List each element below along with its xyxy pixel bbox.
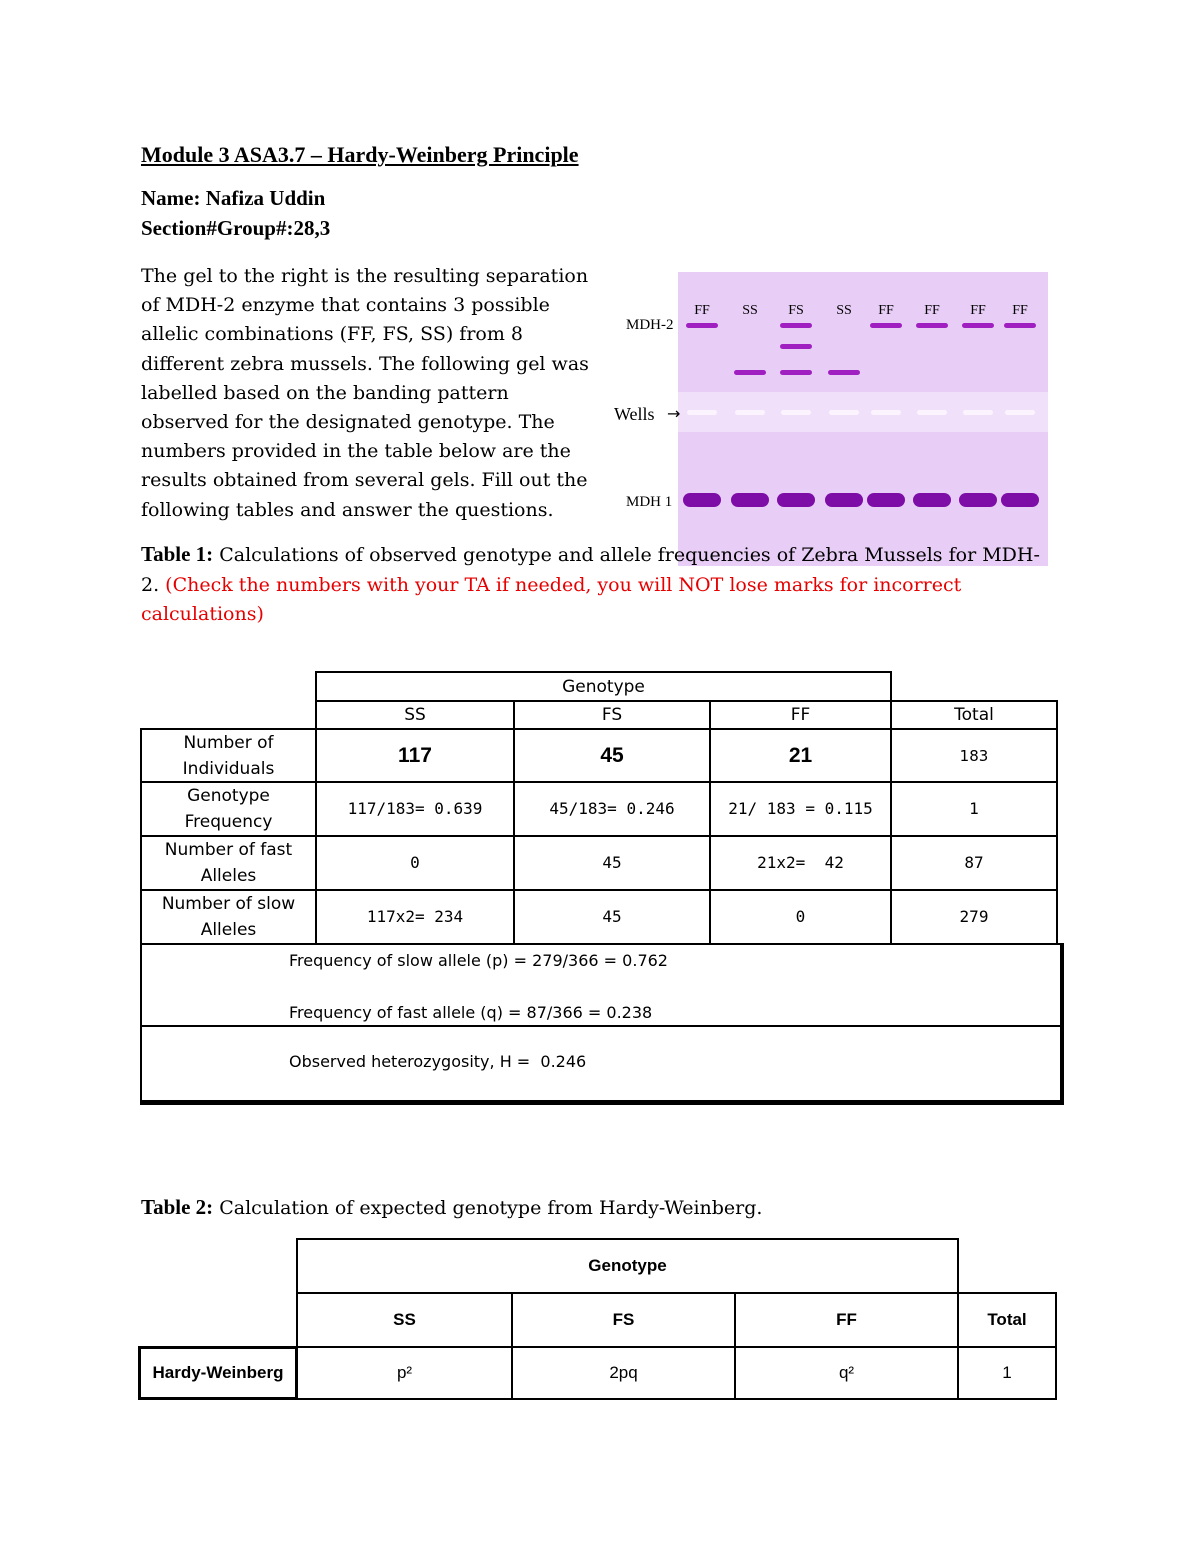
mdh1-band — [777, 493, 815, 507]
lane-label: FF — [694, 303, 710, 318]
lane-label: FF — [970, 303, 986, 318]
table1-cell: 117 — [315, 728, 515, 783]
table1-cell: 45/183= 0.246 — [513, 781, 711, 837]
table1-cell: 0 — [709, 889, 892, 945]
lane-label: FF — [878, 303, 894, 318]
intro-paragraph: The gel to the right is the resulting separation of MDH-2 enzyme that contains 3 possible allelic combinations (FF, FS, SS) from 8 different zebra mussels. The following gel was labelled based on the banding pattern observed for the designated genotype. The numbers provided in the table below are the results obtained from several gels. Fill out the following tables and answer the questions. — [141, 265, 589, 521]
mdh2-hetero-band — [780, 344, 812, 349]
table1-caption-bold: Table 1: — [141, 542, 214, 566]
table2-cell: 1 — [957, 1346, 1057, 1400]
wells-arrow-icon: → — [667, 404, 681, 423]
allele-frequency-box — [140, 943, 1064, 1027]
mdh1-band — [683, 493, 721, 507]
wells-label: Wells — [614, 404, 655, 424]
mdh2-slow-band — [734, 370, 766, 375]
observed-heterozygosity: Observed heterozygosity, H = 0.246 — [289, 1052, 587, 1071]
table1-cell: 1 — [890, 781, 1058, 837]
table2-col-fs: FS — [511, 1292, 736, 1348]
heterozygosity-box — [140, 1025, 1064, 1105]
table2-caption-text: Calculation of expected genotype from Hardy-Weinberg. — [213, 1197, 763, 1219]
table1-row-label: Number of slow Alleles — [140, 889, 317, 945]
page-title: Module 3 ASA3.7 – Hardy-Weinberg Principle — [141, 142, 579, 167]
mdh2-fast-band — [780, 323, 812, 328]
table1-genotype-header: Genotype — [315, 671, 892, 702]
table1-cell: 279 — [890, 889, 1058, 945]
table1-col-total: Total — [890, 700, 1058, 730]
table1-col-fs: FS — [513, 700, 711, 730]
mdh2-slow-band — [828, 370, 860, 375]
table1-col-ff: FF — [709, 700, 892, 730]
student-name: Name: Nafiza Uddin — [141, 186, 326, 210]
table2-cell: q² — [734, 1346, 959, 1400]
table1-cell: 117x2= 234 — [315, 889, 515, 945]
mdh1-band — [1001, 493, 1039, 507]
freq-fast-allele: Frequency of fast allele (q) = 87/366 = 0.238 — [289, 1003, 653, 1022]
mdh1-band — [867, 493, 905, 507]
gel-well — [781, 410, 811, 415]
mdh2-fast-band — [686, 323, 718, 328]
table1-cell: 87 — [890, 835, 1058, 891]
mdh1-band — [959, 493, 997, 507]
table1-cell: 117/183= 0.639 — [315, 781, 515, 837]
table1-cell: 45 — [513, 728, 711, 783]
mdh2-fast-band — [1004, 323, 1036, 328]
gel-well — [1005, 410, 1035, 415]
gel-electrophoresis-image — [612, 272, 1048, 566]
table2-caption-bold: Table 2: — [141, 1195, 214, 1219]
lane-label: FF — [924, 303, 940, 318]
mdh2-slow-band — [780, 370, 812, 375]
table1-cell: 0 — [315, 835, 515, 891]
table1-row-label: Genotype Frequency — [140, 781, 317, 837]
gel-well — [871, 410, 901, 415]
table2-genotype-header: Genotype — [296, 1238, 959, 1294]
table2-col-total: Total — [957, 1292, 1057, 1348]
table2-col-ss: SS — [296, 1292, 513, 1348]
table1-cell: 45 — [513, 889, 711, 945]
table1-caption — [141, 540, 1041, 630]
mdh2-fast-band — [916, 323, 948, 328]
freq-slow-allele: Frequency of slow allele (p) = 279/366 = 0.762 — [289, 951, 668, 970]
table1-cell: 183 — [890, 728, 1058, 783]
lane-label: FF — [1012, 303, 1028, 318]
mdh1-band — [731, 493, 769, 507]
section-group: Section#Group#:28,3 — [141, 216, 331, 240]
mdh2-label: MDH-2 — [626, 317, 674, 333]
gel-well — [687, 410, 717, 415]
mdh1-label: MDH 1 — [626, 494, 673, 510]
gel-well — [963, 410, 993, 415]
table2-cell: 2pq — [511, 1346, 736, 1400]
table2-col-ff: FF — [734, 1292, 959, 1348]
table1-col-ss: SS — [315, 700, 515, 730]
lane-label: SS — [836, 303, 852, 318]
mdh1-band — [913, 493, 951, 507]
table1-caption-text: Calculations of observed genotype and allele frequencies of Zebra Mussels for MDH-2. — [141, 544, 1040, 596]
table1-cell: 21x2= 42 — [709, 835, 892, 891]
table2-cell: p² — [296, 1346, 513, 1400]
mdh2-fast-band — [870, 323, 902, 328]
table2-row-label: Hardy-Weinberg — [138, 1346, 298, 1400]
mdh2-fast-band — [962, 323, 994, 328]
table1-row-label: Number of Individuals — [140, 728, 317, 783]
table1-row-label: Number of fast Alleles — [140, 835, 317, 891]
gel-well — [735, 410, 765, 415]
table2-caption — [141, 1195, 762, 1220]
table1-cell: 21 — [709, 728, 892, 783]
table1-cell: 45 — [513, 835, 711, 891]
table1-caption-note: (Check the numbers with your TA if needed, you will NOT lose marks for incorrect calculations) — [141, 573, 962, 625]
table1-cell: 21/ 183 = 0.115 — [709, 781, 892, 837]
lane-label: SS — [742, 303, 758, 318]
gel-well — [829, 410, 859, 415]
mdh1-band — [825, 493, 863, 507]
lane-label: FS — [788, 303, 804, 318]
gel-well — [917, 410, 947, 415]
